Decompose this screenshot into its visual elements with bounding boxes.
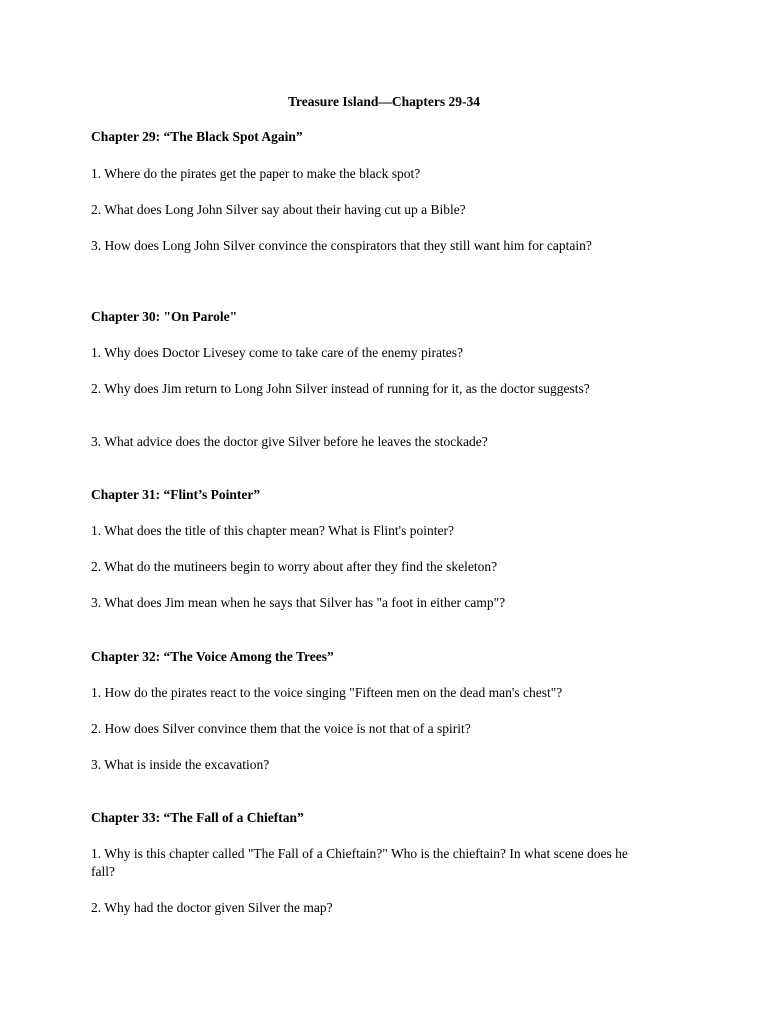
question: 1. Why is this chapter called "The Fall of a Chieftain?" Who is the chieftain? In what scene does he fall?	[91, 846, 628, 879]
question: 3. What does Jim mean when he says that Silver has "a foot in either camp"?	[91, 595, 506, 610]
question: 3. What advice does the doctor give Silver before he leaves the stockade?	[91, 434, 488, 449]
question: 2. Why does Jim return to Long John Silver instead of running for it, as the doctor suggests?	[91, 381, 590, 396]
question: 1. Why does Doctor Livesey come to take care of the enemy pirates?	[91, 345, 463, 360]
chapter-heading: Chapter 33: “The Fall of a Chieftan”	[91, 810, 304, 825]
question: 3. What is inside the excavation?	[91, 757, 270, 772]
question: 2. How does Silver convince them that the voice is not that of a spirit?	[91, 721, 471, 736]
question: 1. What does the title of this chapter mean? What is Flint's pointer?	[91, 523, 454, 538]
chapter-heading: Chapter 32: “The Voice Among the Trees”	[91, 649, 334, 664]
document-title: Treasure Island—Chapters 29-34	[287, 94, 480, 109]
chapter-heading: Chapter 29: “The Black Spot Again”	[91, 129, 303, 144]
question: 1. Where do the pirates get the paper to make the black spot?	[91, 166, 421, 181]
question: 1. How do the pirates react to the voice singing "Fifteen men on the dead man's chest"?	[91, 685, 563, 700]
question: 2. Why had the doctor given Silver the map?	[91, 900, 333, 915]
question: 3. How does Long John Silver convince the conspirators that they still want him for captain?	[91, 238, 592, 253]
question: 2. What does Long John Silver say about their having cut up a Bible?	[91, 202, 466, 217]
chapter-heading: Chapter 30: "On Parole"	[91, 309, 238, 324]
question: 2. What do the mutineers begin to worry about after they find the skeleton?	[91, 559, 498, 574]
chapter-heading: Chapter 31: “Flint’s Pointer”	[91, 487, 261, 502]
